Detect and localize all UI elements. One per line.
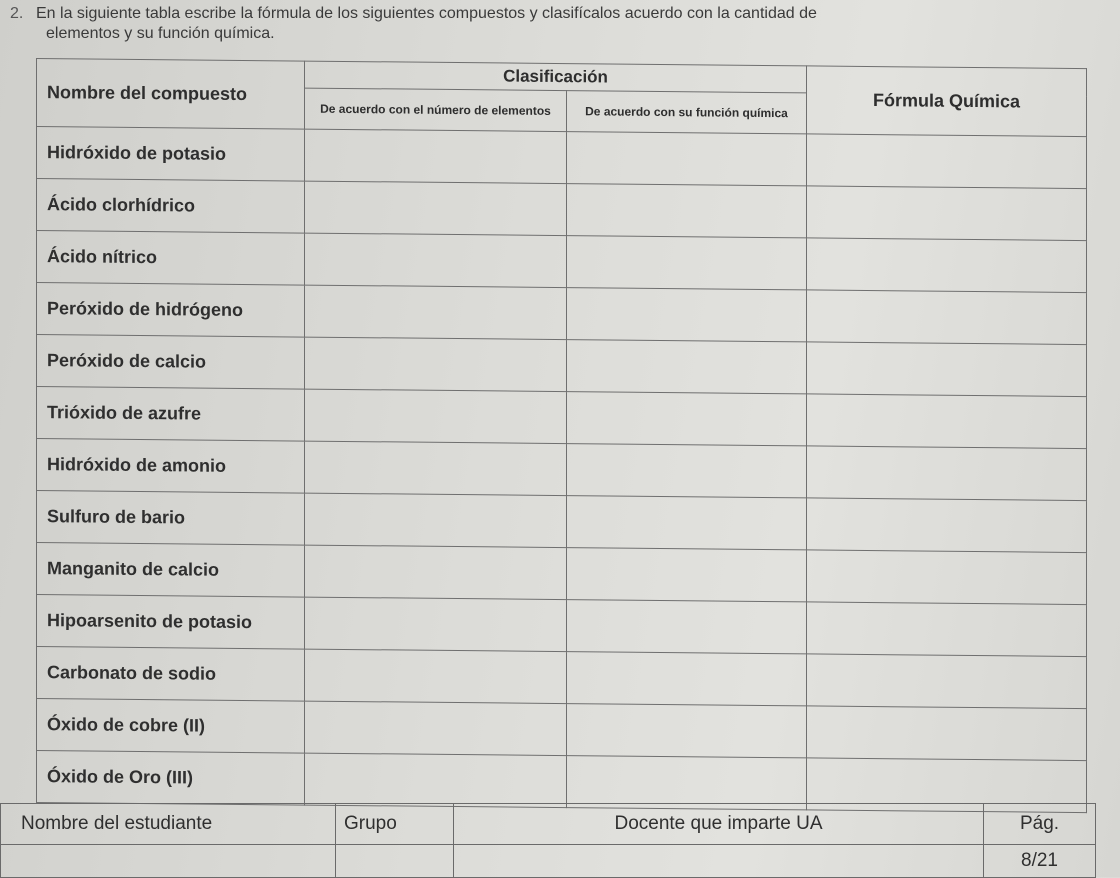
elements-classification-cell[interactable] xyxy=(305,597,567,652)
compound-name: Hidróxido de potasio xyxy=(37,127,305,182)
student-name-field[interactable] xyxy=(1,845,336,878)
compound-name: Óxido de Oro (III) xyxy=(37,751,305,806)
compounds-table-body xyxy=(37,59,1087,813)
function-classification-cell[interactable] xyxy=(567,236,807,290)
elements-classification-cell[interactable] xyxy=(305,545,567,600)
teacher-label: Docente que imparte UA xyxy=(454,804,984,845)
compound-name: Hidróxido de amonio xyxy=(37,439,305,494)
function-classification-cell[interactable] xyxy=(567,652,807,706)
compounds-table xyxy=(36,58,1087,813)
formula-cell[interactable] xyxy=(807,186,1087,241)
elements-classification-cell[interactable] xyxy=(305,233,567,288)
formula-cell[interactable] xyxy=(807,498,1087,553)
formula-cell[interactable] xyxy=(807,342,1087,397)
formula-cell[interactable] xyxy=(807,706,1087,761)
elements-classification-cell[interactable] xyxy=(305,181,567,236)
question-number: 2. xyxy=(10,5,24,22)
footer-value-row xyxy=(1,845,1096,878)
function-classification-cell[interactable] xyxy=(567,444,807,498)
header-by-function: De acuerdo con su función química xyxy=(567,91,807,134)
function-classification-cell[interactable] xyxy=(567,756,807,810)
footer-table xyxy=(0,803,1096,878)
formula-cell[interactable] xyxy=(807,446,1087,501)
group-label: Grupo xyxy=(336,804,454,845)
header-classification: Clasificación xyxy=(305,61,807,93)
instruction-line-1: En la siguiente tabla escribe la fórmula de los siguientes compuestos y clasifícalos acuerdo con la cantidad de xyxy=(36,5,817,22)
elements-classification-cell[interactable] xyxy=(305,129,567,184)
formula-cell[interactable] xyxy=(807,238,1087,293)
compound-name: Ácido nítrico xyxy=(37,231,305,286)
header-by-elements: De acuerdo con el número de elementos xyxy=(305,88,567,132)
function-classification-cell[interactable] xyxy=(567,184,807,238)
function-classification-cell[interactable] xyxy=(567,340,807,394)
elements-classification-cell[interactable] xyxy=(305,285,567,340)
formula-cell[interactable] xyxy=(807,550,1087,605)
compound-name: Trióxido de azufre xyxy=(37,387,305,442)
compound-name: Sulfuro de bario xyxy=(37,491,305,546)
formula-cell[interactable] xyxy=(807,654,1087,709)
compound-name: Ácido clorhídrico xyxy=(37,179,305,234)
function-classification-cell[interactable] xyxy=(567,704,807,758)
page-number: 8/21 xyxy=(984,845,1096,878)
formula-cell[interactable] xyxy=(807,290,1087,345)
function-classification-cell[interactable] xyxy=(567,392,807,446)
header-formula: Fórmula Química xyxy=(807,66,1087,137)
compound-name: Manganito de calcio xyxy=(37,543,305,598)
compound-name: Carbonato de sodio xyxy=(37,647,305,702)
elements-classification-cell[interactable] xyxy=(305,649,567,704)
formula-cell[interactable] xyxy=(807,134,1087,189)
compound-name: Peróxido de calcio xyxy=(37,335,305,390)
group-field[interactable] xyxy=(336,845,454,878)
function-classification-cell[interactable] xyxy=(567,132,807,186)
elements-classification-cell[interactable] xyxy=(305,389,567,444)
elements-classification-cell[interactable] xyxy=(305,753,567,808)
compound-name: Óxido de cobre (II) xyxy=(37,699,305,754)
function-classification-cell[interactable] xyxy=(567,600,807,654)
teacher-field[interactable] xyxy=(454,845,984,878)
elements-classification-cell[interactable] xyxy=(305,701,567,756)
function-classification-cell[interactable] xyxy=(567,548,807,602)
footer-label-row xyxy=(1,804,1096,845)
header-compound-name: Nombre del compuesto xyxy=(37,59,305,130)
function-classification-cell[interactable] xyxy=(567,288,807,342)
student-name-label: Nombre del estudiante xyxy=(1,804,336,845)
formula-cell[interactable] xyxy=(807,394,1087,449)
elements-classification-cell[interactable] xyxy=(305,337,567,392)
compound-name: Hipoarsenito de potasio xyxy=(37,595,305,650)
elements-classification-cell[interactable] xyxy=(305,441,567,496)
page-label: Pág. xyxy=(984,804,1096,845)
function-classification-cell[interactable] xyxy=(567,496,807,550)
compound-name: Peróxido de hidrógeno xyxy=(37,283,305,338)
instruction-line-2: elementos y su función química. xyxy=(46,25,275,42)
elements-classification-cell[interactable] xyxy=(305,493,567,548)
formula-cell[interactable] xyxy=(807,602,1087,657)
